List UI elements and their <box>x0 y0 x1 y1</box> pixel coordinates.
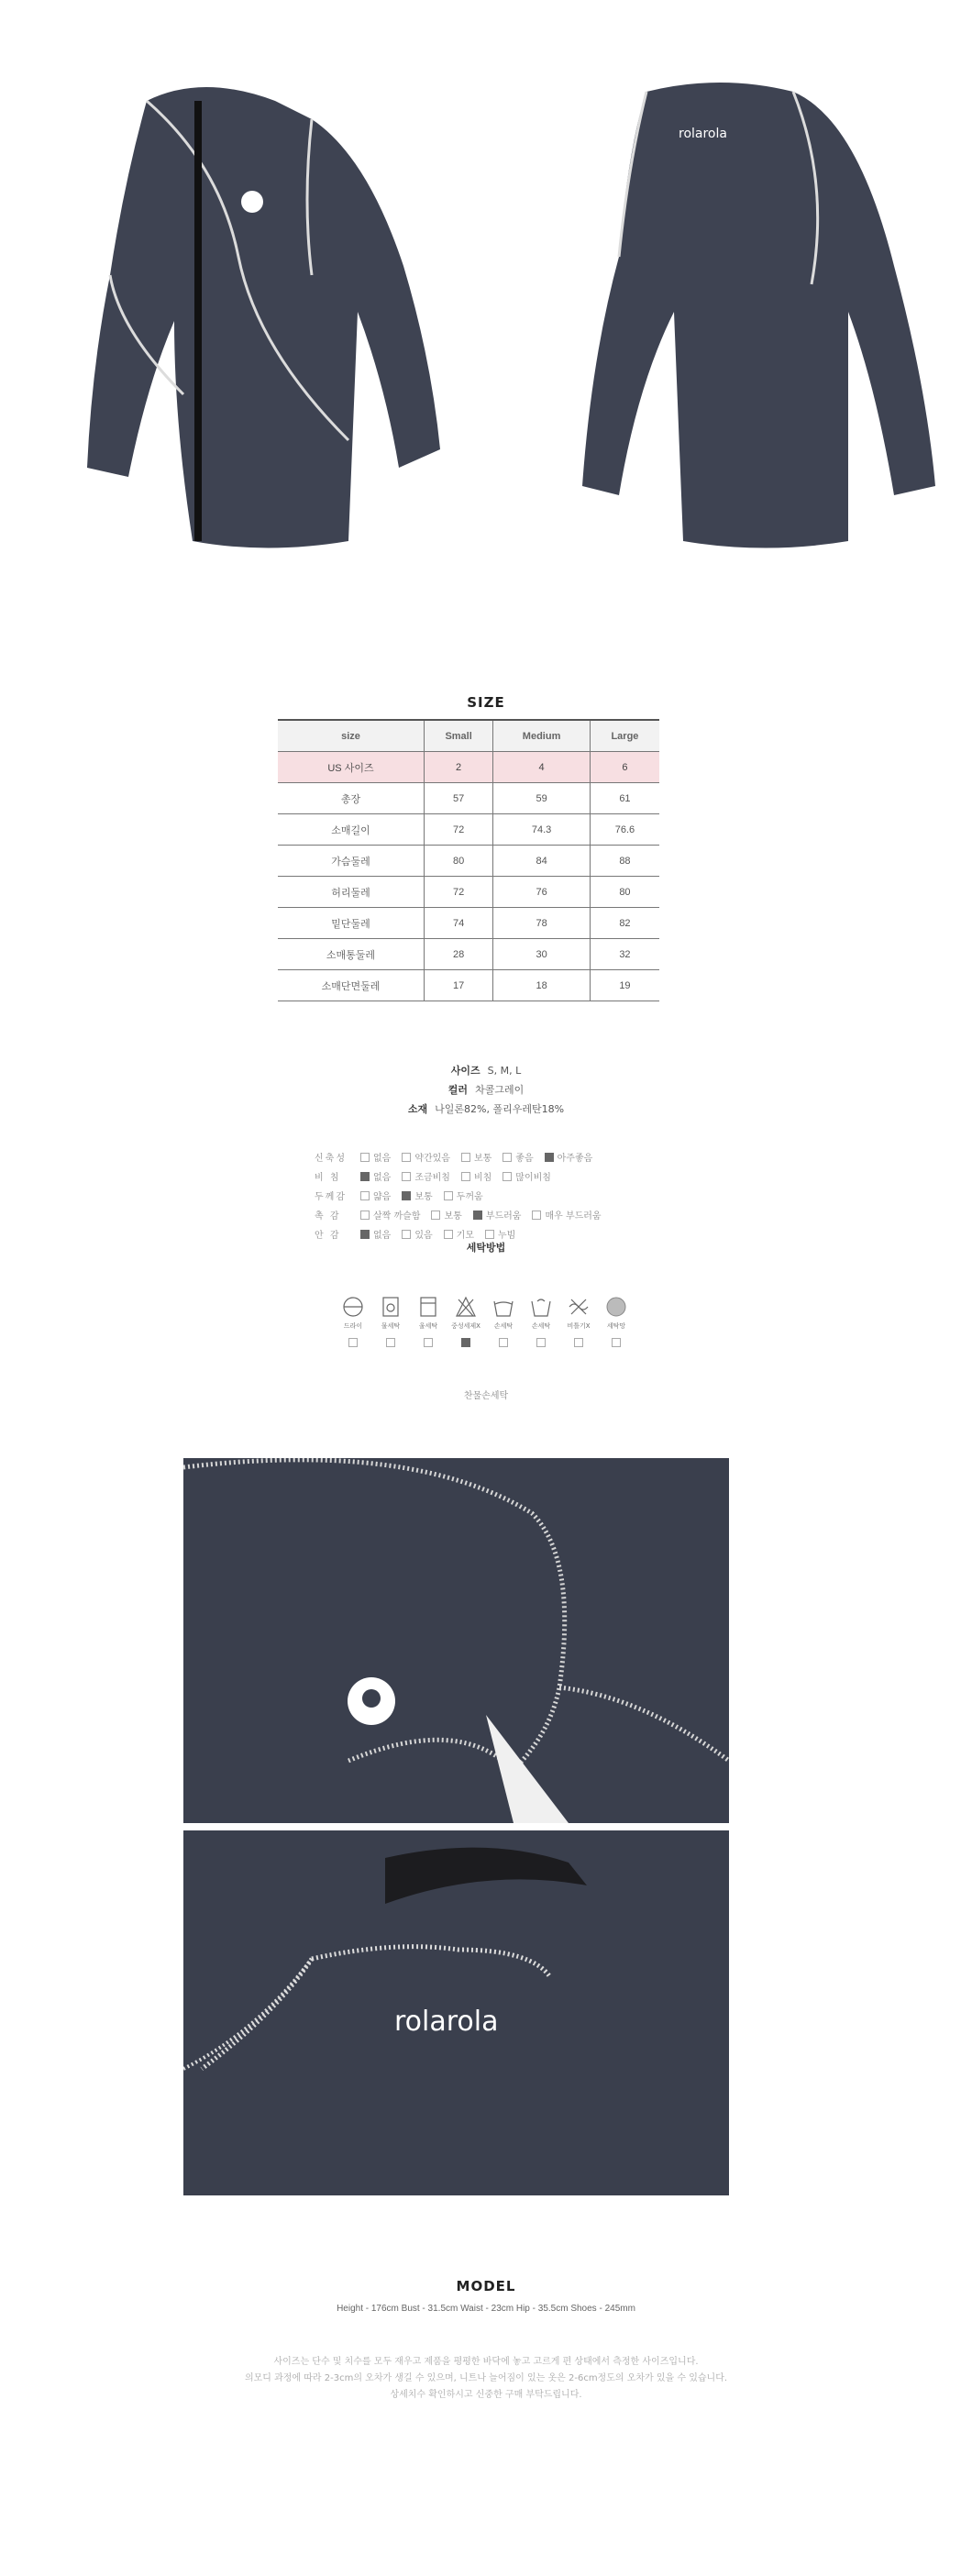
property-option <box>402 1150 450 1164</box>
checkbox <box>444 1230 453 1239</box>
front-jacket-image <box>37 55 458 559</box>
property-label: 두께감 <box>315 1192 347 1202</box>
back-brand-text: rolarola <box>679 127 727 141</box>
info-size-value: S, M, L <box>487 1065 522 1077</box>
table-cell: 17 <box>424 970 492 1001</box>
property-option-text: 살짝 까슬함 <box>373 1211 421 1222</box>
wash-label: 손세탁 <box>531 1322 551 1330</box>
property-option <box>485 1227 515 1241</box>
checkbox <box>360 1153 370 1162</box>
info-material-value: 나일론82%, 폴리우레탄18% <box>435 1103 565 1115</box>
checkbox <box>431 1211 440 1220</box>
property-option-text: 좋음 <box>515 1154 534 1164</box>
checkbox <box>532 1211 541 1220</box>
wash-label: 중성세제X <box>451 1322 480 1330</box>
property-option-text: 조금비침 <box>414 1173 450 1183</box>
property-option-text: 누빔 <box>497 1231 516 1241</box>
no-bleach-icon <box>455 1296 477 1318</box>
wash-item <box>485 1296 522 1347</box>
dry-clean-icon <box>342 1296 364 1318</box>
checkbox <box>499 1338 508 1347</box>
checkbox <box>485 1230 494 1239</box>
table-cell: 84 <box>493 846 591 877</box>
table-cell: 30 <box>493 939 591 970</box>
table-row <box>278 814 659 846</box>
property-option <box>431 1208 461 1222</box>
property-option-text: 매우 부드러움 <box>545 1211 602 1222</box>
back-detail-photo <box>183 1830 729 2195</box>
info-size <box>0 1063 972 1078</box>
table-cell: 80 <box>590 877 659 908</box>
table-cell: US 사이즈 <box>278 752 424 783</box>
property-label: 촉 감 <box>315 1211 341 1222</box>
property-option <box>461 1150 492 1164</box>
wash-item <box>598 1296 635 1347</box>
table-cell: 소매단면둘레 <box>278 970 424 1001</box>
property-option <box>402 1188 432 1202</box>
hand-wash-2-icon <box>530 1296 552 1318</box>
wash-label: 드라이 <box>343 1322 363 1330</box>
note-line: 사이즈는 단수 및 치수를 모두 재우고 제품을 평평한 바닥에 놓고 고르게 편 상태에서 측정한 사이즈입니다. <box>273 2357 699 2367</box>
property-option <box>360 1188 391 1202</box>
property-option <box>503 1150 533 1164</box>
table-cell: 76 <box>493 877 591 908</box>
property-option <box>444 1188 483 1202</box>
table-cell: 6 <box>590 752 659 783</box>
table-cell: 2 <box>424 752 492 783</box>
table-cell: 허리둘레 <box>278 877 424 908</box>
table-cell: 72 <box>424 814 492 846</box>
wash-icons-row <box>335 1296 637 1378</box>
property-option <box>532 1208 601 1222</box>
table-cell: 32 <box>590 939 659 970</box>
checkbox <box>461 1153 470 1162</box>
checkbox <box>461 1338 470 1347</box>
info-color-label: 컬러 <box>447 1084 469 1096</box>
table-cell: 59 <box>493 783 591 814</box>
checkbox <box>574 1338 583 1347</box>
property-option <box>444 1227 474 1241</box>
property-option-text: 없음 <box>373 1231 392 1241</box>
table-cell: 82 <box>590 908 659 939</box>
wash-label: 세탁망 <box>606 1322 626 1330</box>
front-detail-seams <box>183 1458 729 1823</box>
property-label: 비 침 <box>315 1173 341 1183</box>
table-cell: 76.6 <box>590 814 659 846</box>
checkbox <box>536 1338 546 1347</box>
checkbox <box>348 1338 358 1347</box>
table-cell: 소매길이 <box>278 814 424 846</box>
property-option <box>461 1169 492 1183</box>
property-option <box>402 1227 432 1241</box>
property-option-text: 없음 <box>373 1154 392 1164</box>
property-option-text: 약간있음 <box>414 1154 450 1164</box>
table-row <box>278 846 659 877</box>
table-cell: 57 <box>424 783 492 814</box>
property-option-text: 보통 <box>473 1154 492 1164</box>
wash-title: 세탁방법 <box>466 1242 506 1254</box>
table-cell: 총장 <box>278 783 424 814</box>
table-cell: 72 <box>424 877 492 908</box>
note-line: 상세치수 확인하시고 신중한 구매 부탁드립니다. <box>390 2390 582 2400</box>
property-option <box>473 1208 522 1222</box>
property-option-text: 기모 <box>456 1231 474 1241</box>
property-option <box>360 1227 391 1241</box>
model-title: MODEL <box>456 2278 516 2294</box>
checkbox <box>473 1211 482 1220</box>
wash-label: 손세탁 <box>493 1322 514 1330</box>
table-row <box>278 939 659 970</box>
checkbox <box>545 1153 554 1162</box>
property-option-text: 많이비침 <box>515 1173 551 1183</box>
property-option <box>503 1169 551 1183</box>
wash-item <box>410 1296 447 1347</box>
table-cell: 61 <box>590 783 659 814</box>
property-option <box>402 1169 450 1183</box>
checkbox <box>402 1172 411 1181</box>
table-row <box>278 908 659 939</box>
table-cell: 74 <box>424 908 492 939</box>
checkbox <box>360 1211 370 1220</box>
info-material <box>0 1101 972 1116</box>
table-cell: 78 <box>493 908 591 939</box>
header-cell: Small <box>424 720 492 752</box>
info-color-value: 차콜그레이 <box>475 1084 525 1096</box>
laundry-net-icon <box>605 1296 627 1318</box>
table-cell: 28 <box>424 939 492 970</box>
checkbox <box>360 1191 370 1200</box>
property-option-text: 비침 <box>473 1173 492 1183</box>
wash-note: 찬물손세탁 <box>463 1391 509 1401</box>
header-cell: Large <box>590 720 659 752</box>
checkbox <box>402 1230 411 1239</box>
property-label: 안 감 <box>315 1231 341 1241</box>
no-wring-icon <box>568 1296 590 1318</box>
table-cell: 74.3 <box>493 814 591 846</box>
info-color <box>0 1082 972 1097</box>
wash-label: 비틀기X <box>567 1322 591 1330</box>
checkbox <box>360 1230 370 1239</box>
header-cell: size <box>278 720 424 752</box>
wash-item <box>335 1296 371 1347</box>
wool-wash-icon <box>417 1296 439 1318</box>
back-jacket-image <box>509 55 949 559</box>
wash-item <box>523 1296 559 1347</box>
wash-label: 물세탁 <box>381 1322 401 1330</box>
size-title: SIZE <box>467 694 505 711</box>
property-row <box>315 1208 613 1222</box>
machine-wash-icon <box>380 1296 402 1318</box>
table-cell: 19 <box>590 970 659 1001</box>
wash-item <box>560 1296 597 1347</box>
checkbox <box>612 1338 621 1347</box>
property-row <box>315 1150 603 1165</box>
note-line: 의모디 과정에 따라 2-3cm의 오차가 생길 수 있으며, 니트나 늘어짐이 있는 옷은 2-6cm정도의 오차가 있을 수 있습니다. <box>244 2373 728 2383</box>
info-material-label: 소재 <box>407 1103 428 1115</box>
table-row <box>278 970 659 1001</box>
property-option <box>545 1150 593 1164</box>
table-cell: 소매통둘레 <box>278 939 424 970</box>
checkbox <box>424 1338 433 1347</box>
notes <box>0 2354 972 2404</box>
size-table-header <box>278 720 659 752</box>
info-size-label: 사이즈 <box>450 1065 480 1077</box>
property-option <box>360 1150 391 1164</box>
table-cell: 18 <box>493 970 591 1001</box>
size-table <box>278 719 659 1001</box>
front-detail-photo <box>183 1458 729 1823</box>
table-row <box>278 752 659 783</box>
table-cell: 88 <box>590 846 659 877</box>
checkbox <box>402 1153 411 1162</box>
detail-brand-text: rolarola <box>394 2006 499 2038</box>
property-option-text: 보통 <box>444 1211 462 1222</box>
property-option-text: 있음 <box>414 1231 433 1241</box>
property-row <box>315 1169 562 1184</box>
property-option-text: 두꺼움 <box>456 1192 483 1202</box>
checkbox <box>386 1338 395 1347</box>
property-option <box>360 1208 420 1222</box>
property-row <box>315 1188 494 1203</box>
property-option-text: 없음 <box>373 1173 392 1183</box>
table-cell: 80 <box>424 846 492 877</box>
header-cell: Medium <box>493 720 591 752</box>
checkbox <box>444 1191 453 1200</box>
wash-item <box>447 1296 484 1347</box>
wash-item <box>372 1296 409 1347</box>
wash-label: 울세탁 <box>418 1322 438 1330</box>
hand-wash-icon <box>492 1296 514 1318</box>
checkbox <box>360 1172 370 1181</box>
property-option-text: 아주좋음 <box>557 1154 593 1164</box>
property-option-text: 보통 <box>414 1192 433 1202</box>
checkbox <box>461 1172 470 1181</box>
table-cell: 가슴둘레 <box>278 846 424 877</box>
table-cell: 4 <box>493 752 591 783</box>
model-info: Height - 176cm Bust - 31.5cm Waist - 23cm Hip - 35.5cm Shoes - 245mm <box>337 2304 635 2314</box>
table-row <box>278 877 659 908</box>
property-option-text: 얇음 <box>373 1192 392 1202</box>
table-cell: 밑단둘레 <box>278 908 424 939</box>
property-label: 신축성 <box>315 1154 347 1164</box>
table-row <box>278 783 659 814</box>
property-option-text: 부드러움 <box>485 1211 522 1222</box>
property-option <box>360 1169 391 1183</box>
back-detail-seams <box>183 1830 729 2195</box>
checkbox <box>402 1191 411 1200</box>
checkbox <box>503 1172 512 1181</box>
checkbox <box>503 1153 512 1162</box>
